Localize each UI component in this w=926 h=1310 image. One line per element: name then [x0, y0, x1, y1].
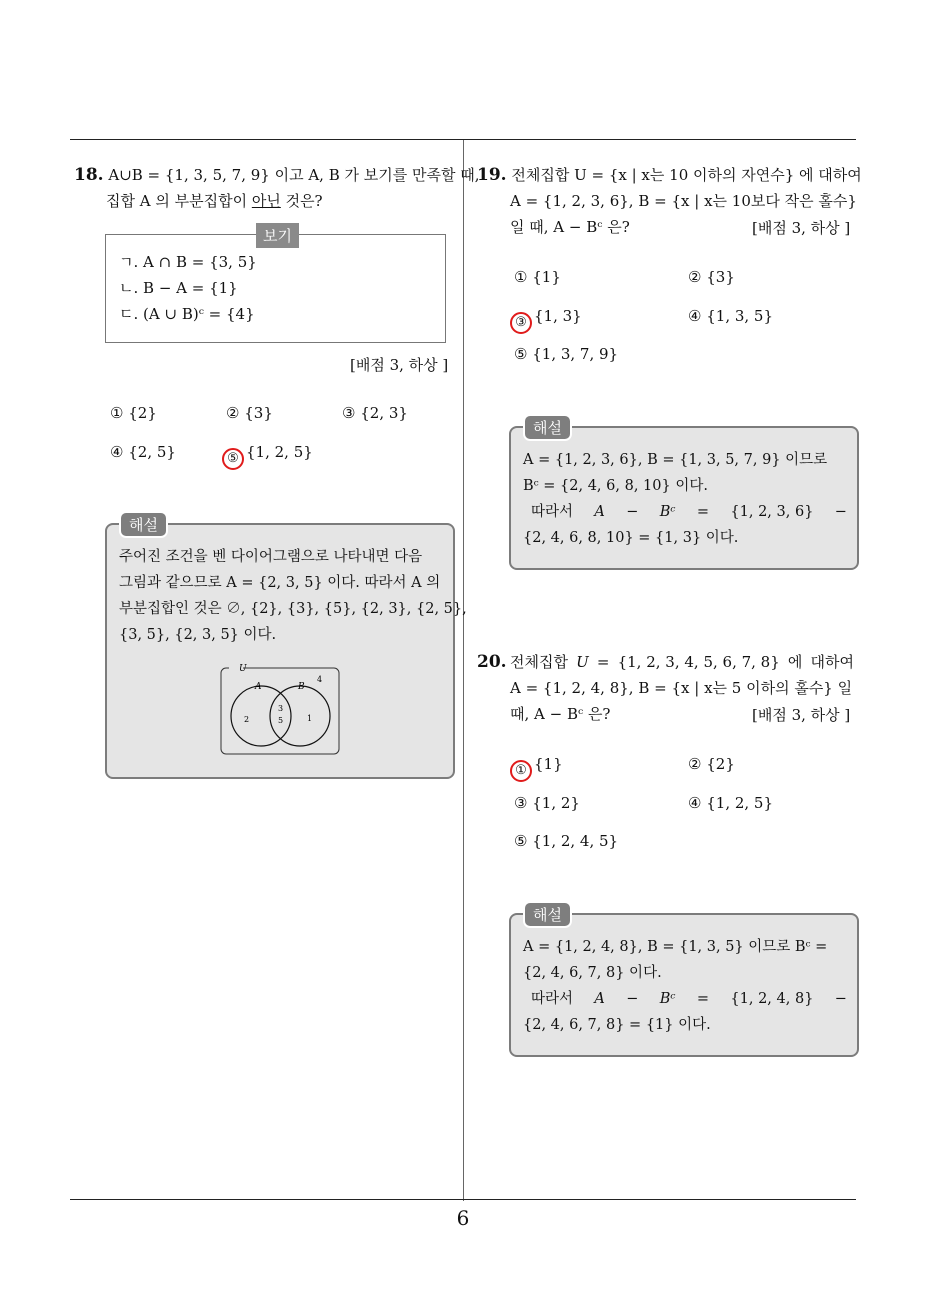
bogi-item: ㄷ. (A ∪ B)ᶜ = {4} — [119, 305, 255, 323]
solution-word: Bᶜ — [659, 991, 676, 1007]
choice-text: {3} — [244, 404, 273, 422]
choice-text: {1, 3} — [534, 307, 582, 325]
choice-number: ③ — [514, 794, 528, 812]
solution-label: 해설 — [523, 901, 572, 928]
choice-text: {1} — [534, 755, 563, 773]
question-word: U — [576, 653, 589, 671]
question-text-line1: A∪B = {1, 3, 5, 7, 9} 이고 A, B 가 보기를 만족할 때, — [108, 166, 480, 184]
solution-word: {1, 2, 4, 8} — [730, 991, 814, 1007]
solution-word: − — [626, 991, 639, 1007]
choice-text: {1, 3, 7, 9} — [532, 345, 619, 363]
choice-text: {3} — [706, 268, 735, 286]
venn-outside-value: 4 — [317, 675, 323, 684]
venn-label-b: B — [298, 682, 305, 692]
choice-number: ① — [514, 268, 528, 286]
bogi-box — [105, 227, 446, 343]
venn-b-only-value: 1 — [307, 714, 313, 723]
choice-2[interactable] — [688, 755, 735, 773]
solution-line: {3, 5}, {2, 3, 5} 이다. — [119, 627, 277, 643]
choice-text: {2, 5} — [128, 443, 176, 461]
solution-line: A = {1, 2, 4, 8}, B = {1, 3, 5} 이므로 Bᶜ = — [523, 939, 828, 955]
question-word: 에 — [787, 653, 803, 671]
solution-word: − — [834, 991, 847, 1007]
emphasis-underline: 아닌 — [251, 192, 281, 210]
venn-a-only-value: 2 — [244, 715, 250, 724]
solution-line: Bᶜ = {2, 4, 6, 8, 10} 이다. — [523, 478, 708, 494]
choice-3-answer[interactable] — [510, 307, 582, 334]
solution-line: {2, 4, 6, 7, 8} = {1} 이다. — [523, 1017, 711, 1033]
answer-circle-mark: ⑤ — [222, 448, 244, 470]
column-divider — [463, 140, 464, 1201]
choice-3[interactable] — [514, 794, 580, 812]
choice-3[interactable] — [342, 404, 408, 422]
question-text-line1-justified — [510, 649, 854, 675]
venn-diagram — [219, 663, 343, 757]
question-number: 18. — [74, 165, 104, 185]
bogi-label: 보기 — [256, 223, 299, 248]
choice-number: ① — [110, 404, 124, 422]
choice-text: {1, 2, 5} — [246, 443, 313, 461]
choice-1-answer[interactable] — [510, 755, 563, 782]
solution-word: {1, 2, 3, 6} — [730, 504, 814, 520]
bogi-item: ㄴ. B − A = {1} — [119, 279, 238, 297]
choice-number: ② — [688, 268, 702, 286]
choice-4[interactable] — [688, 794, 773, 812]
choice-2[interactable] — [688, 268, 735, 286]
question-text-line2c: 것은? — [280, 192, 323, 210]
question-text-line3: 때, A − Bᶜ 은? — [510, 705, 611, 723]
choice-4[interactable] — [110, 443, 176, 461]
solution-line: A = {1, 2, 3, 6}, B = {1, 3, 5, 7, 9} 이므로 — [523, 452, 828, 468]
solution-word: − — [834, 504, 847, 520]
choice-number: ③ — [342, 404, 356, 422]
solution-label: 해설 — [523, 414, 572, 441]
question-number: 19. — [477, 165, 507, 185]
choice-text: {1, 2} — [532, 794, 580, 812]
question-text-line2: A = {1, 2, 3, 6}, B = {x | x는 10보다 작은 홀수} — [510, 192, 857, 210]
choice-text: {1, 2, 4, 5} — [532, 832, 619, 850]
answer-circle-mark: ③ — [510, 312, 532, 334]
score-label: [배점 3, 하상 ] — [752, 706, 851, 724]
choice-number: ⑤ — [514, 832, 528, 850]
answer-circle-mark: ① — [510, 760, 532, 782]
choice-1[interactable] — [110, 404, 157, 422]
choice-text: {1} — [532, 268, 561, 286]
solution-box — [509, 906, 859, 1057]
solution-word: A — [594, 991, 605, 1007]
solution-box — [509, 419, 859, 570]
solution-line: {2, 4, 6, 7, 8} 이다. — [523, 965, 662, 981]
choice-5[interactable] — [514, 345, 618, 363]
question-text-line2a: 집합 A 의 부분집합이 — [106, 192, 252, 210]
solution-word: 따라서 — [531, 504, 574, 520]
solution-word: A — [594, 504, 605, 520]
question-word: = — [596, 653, 610, 671]
score-label: [배점 3, 하상 ] — [350, 356, 449, 374]
question-text-line3: 일 때, A − Bᶜ 은? — [510, 218, 630, 236]
venn-label-u: U — [239, 664, 247, 674]
score-label: [배점 3, 하상 ] — [752, 219, 851, 237]
solution-line-justified — [531, 499, 847, 525]
choice-5-answer[interactable] — [222, 443, 313, 470]
question-word: 대하여 — [810, 653, 854, 671]
solution-line: {2, 4, 6, 8, 10} = {1, 3} 이다. — [523, 530, 739, 546]
solution-line: 그림과 같으므로 A = {2, 3, 5} 이다. 따라서 A 의 — [119, 575, 441, 591]
choice-text: {1, 3, 5} — [706, 307, 774, 325]
solution-line: 주어진 조건을 벤 다이어그램으로 나타내면 다음 — [119, 549, 423, 565]
solution-label: 해설 — [119, 511, 168, 538]
choice-number: ④ — [688, 794, 702, 812]
solution-line-justified — [531, 986, 847, 1012]
question-text-line1: 전체집합 U = {x | x는 10 이하의 자연수} 에 대하여 — [511, 166, 862, 184]
choice-number: ⑤ — [514, 345, 528, 363]
choice-number: ④ — [688, 307, 702, 325]
solution-line: 부분집합인 것은 ∅, {2}, {3}, {5}, {2, 3}, {2, 5}, — [119, 601, 467, 617]
solution-box — [105, 516, 467, 779]
solution-word: = — [696, 504, 710, 520]
bottom-rule — [70, 1199, 856, 1200]
venn-intersection-value: 3 — [278, 704, 284, 713]
question-number: 20. — [477, 652, 507, 672]
solution-word: − — [626, 504, 639, 520]
solution-word: Bᶜ — [659, 504, 676, 520]
choice-number: ② — [226, 404, 240, 422]
choice-text: {2, 3} — [360, 404, 408, 422]
choice-number: ② — [688, 755, 702, 773]
venn-label-a: A — [255, 682, 262, 692]
solution-word: 따라서 — [531, 991, 574, 1007]
choice-4[interactable] — [688, 307, 773, 325]
venn-intersection-value: 5 — [278, 716, 284, 725]
bogi-item: ㄱ. A ∩ B = {3, 5} — [119, 253, 257, 271]
question-text-line2: A = {1, 2, 4, 8}, B = {x | x는 5 이하의 홀수} 일 — [510, 679, 853, 697]
choice-2[interactable] — [226, 404, 273, 422]
page-number: 6 — [456, 1206, 470, 1230]
question-word: 전체집합 — [510, 653, 568, 671]
choice-number: ④ — [110, 443, 124, 461]
choice-1[interactable] — [514, 268, 561, 286]
choice-5[interactable] — [514, 832, 618, 850]
choice-text: {2} — [128, 404, 157, 422]
choice-text: {1, 2, 5} — [706, 794, 774, 812]
choice-text: {2} — [706, 755, 735, 773]
solution-word: = — [696, 991, 710, 1007]
question-word: {1, 2, 3, 4, 5, 6, 7, 8} — [617, 653, 780, 671]
